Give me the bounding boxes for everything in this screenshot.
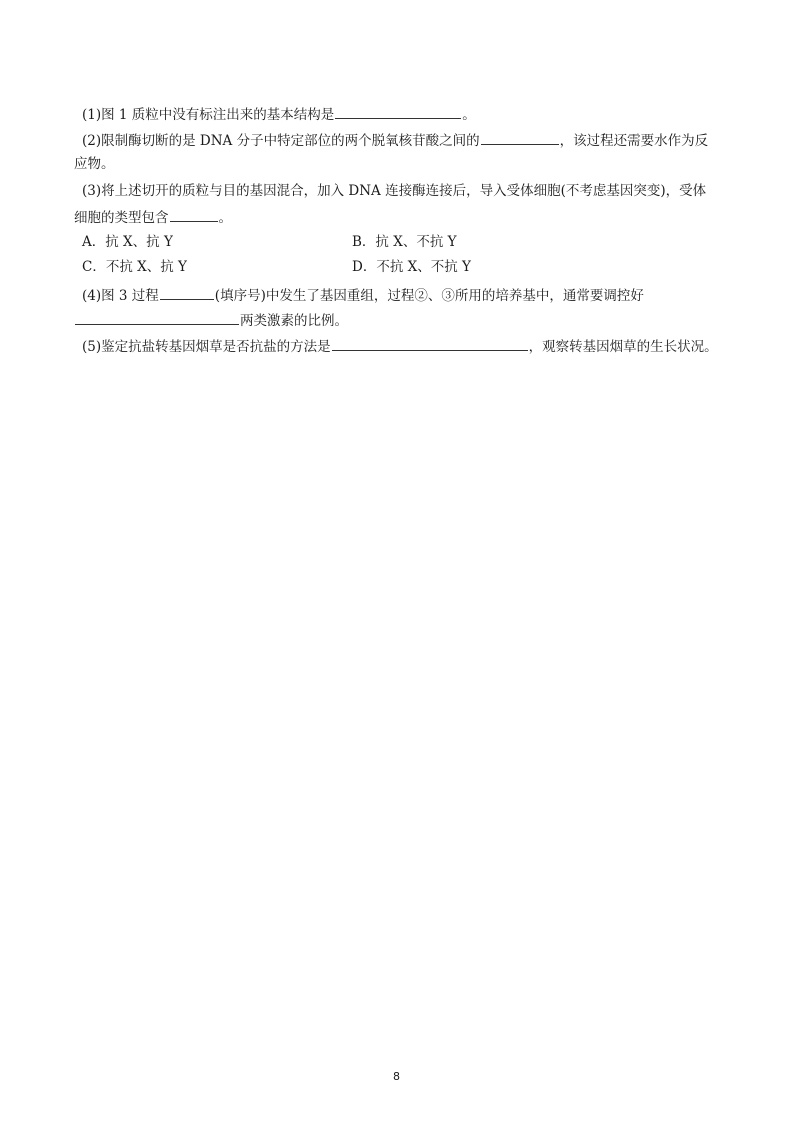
- q2-line2: 应物。: [74, 156, 115, 172]
- answer-blank[interactable]: [160, 285, 214, 300]
- q3-line2: 细胞的类型包含: [74, 210, 169, 226]
- q4-middle: (填序号)中发生了基因重组，过程②、③所用的培养基中，通常要调控好: [214, 288, 644, 304]
- question-1: [82, 104, 476, 124]
- question-2: [82, 130, 708, 150]
- question-2-cont: [74, 155, 115, 173]
- q2-end: ，该过程还需要水作为反: [559, 133, 709, 149]
- page-number: 8: [393, 1070, 400, 1083]
- option-d[interactable]: D．不抗 X、不抗 Y: [352, 259, 471, 275]
- question-3-cont: [74, 207, 232, 227]
- q4-text: (4)图 3 过程: [82, 288, 159, 304]
- answer-blank[interactable]: [75, 310, 239, 325]
- question-4-cont: [74, 310, 348, 330]
- option-a[interactable]: A．抗 X、抗 Y: [82, 234, 173, 250]
- option-b[interactable]: B．抗 X、不抗 Y: [352, 234, 457, 250]
- q5-end: ，观察转基因烟草的生长状况。: [528, 339, 718, 355]
- question-4: [82, 285, 644, 305]
- question-5: [82, 336, 718, 356]
- q5-text: (5)鉴定抗盐转基因烟草是否抗盐的方法是: [82, 339, 331, 355]
- q4-end: 两类激素的比例。: [240, 313, 348, 329]
- q3-line1: (3)将上述切开的质粒与目的基因混合，加入 DNA 连接酶连接后，导入受体细胞(不考虑基因突变)，受体: [82, 183, 707, 199]
- answer-blank[interactable]: [332, 336, 528, 351]
- answer-blank[interactable]: [170, 207, 218, 222]
- q2-text: (2)限制酶切断的是 DNA 分子中特定部位的两个脱氧核苷酸之间的: [82, 133, 480, 149]
- q1-text: (1)图 1 质粒中没有标注出来的基本结构是: [82, 107, 335, 123]
- answer-blank[interactable]: [335, 104, 461, 119]
- option-c[interactable]: C．不抗 X、抗 Y: [82, 259, 187, 275]
- answer-blank[interactable]: [481, 130, 559, 145]
- q1-end: 。: [462, 107, 476, 123]
- q3-end: 。: [218, 210, 232, 226]
- question-3: [82, 182, 706, 200]
